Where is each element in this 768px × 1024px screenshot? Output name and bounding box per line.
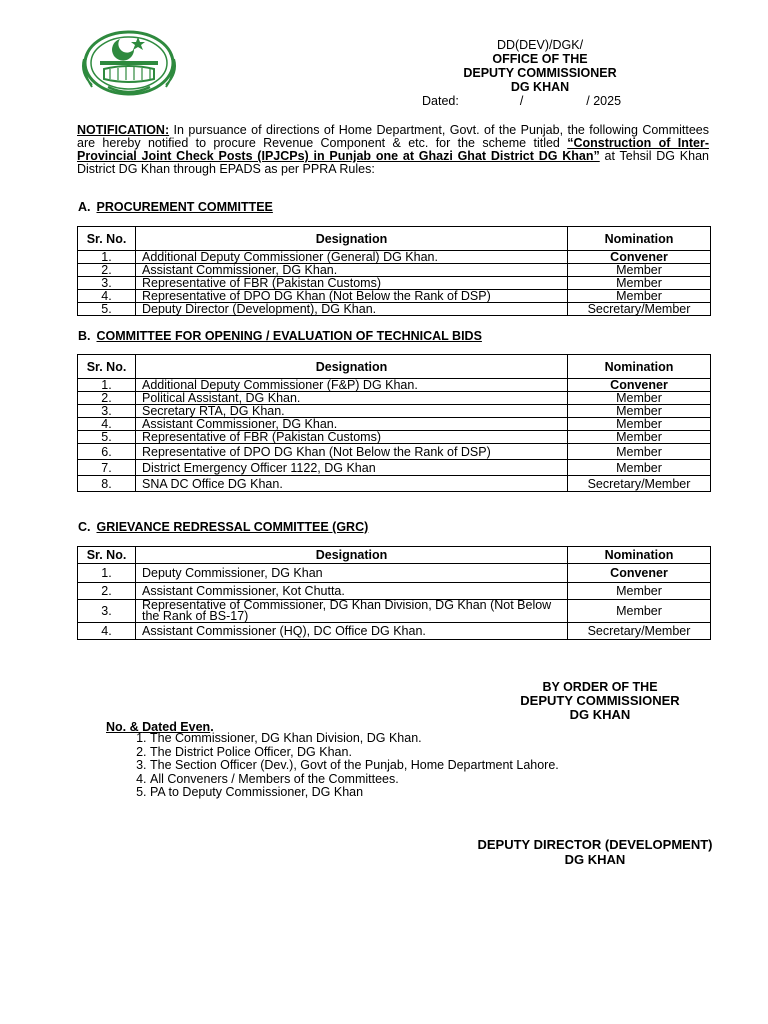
cell-nomination: Member	[568, 418, 711, 431]
section-title: GRIEVANCE REDRESSAL COMMITTEE (GRC)	[96, 520, 369, 534]
cell-sr: 2.	[78, 264, 136, 277]
table-row	[78, 564, 711, 583]
table-row	[78, 623, 711, 640]
notification-label: NOTIFICATION:	[77, 123, 170, 137]
cell-sr: 1.	[78, 379, 136, 392]
scheme-title: “Construction of Inter-Provincial Joint Check Posts (IPJCPs) in Punjab one at Ghazi Ghat District DG Khan”	[77, 136, 710, 163]
column-header-nomination: Nomination	[568, 227, 711, 251]
signatory-block	[450, 837, 740, 867]
table-row	[78, 444, 711, 460]
table-row	[78, 392, 711, 405]
table-row	[78, 583, 711, 600]
cell-nomination: Secretary/Member	[568, 303, 711, 316]
section-title: PROCUREMENT COMMITTEE	[96, 200, 273, 214]
cell-nomination: Member	[568, 583, 711, 600]
cell-sr: 5.	[78, 431, 136, 444]
cell-nomination: Convener	[568, 251, 711, 264]
list-item: 5. PA to Deputy Commissioner, DG Khan	[150, 786, 559, 800]
cell-designation: Assistant Commissioner (HQ), DC Office DG Khan.	[136, 623, 568, 640]
cell-nomination: Member	[568, 405, 711, 418]
column-header-sr: Sr. No.	[78, 227, 136, 251]
table-header-row	[78, 227, 711, 251]
dated-line	[420, 94, 660, 108]
cell-nomination: Secretary/Member	[568, 623, 711, 640]
list-item: 4. All Conveners / Members of the Committees.	[150, 773, 559, 787]
by-order-line-2: DEPUTY COMMISSIONER	[520, 693, 680, 708]
cell-sr: 4.	[78, 290, 136, 303]
table-row	[78, 264, 711, 277]
cell-designation: Representative of FBR (Pakistan Customs)	[136, 277, 568, 290]
notification-paragraph	[77, 124, 709, 176]
list-item: 2. The District Police Officer, DG Khan.	[150, 746, 559, 760]
column-header-sr: Sr. No.	[78, 547, 136, 564]
column-header-designation: Designation	[136, 355, 568, 379]
section-title: COMMITTEE FOR OPENING / EVALUATION OF TECHNICAL BIDS	[96, 329, 482, 343]
dated-separator-1: /	[519, 94, 524, 108]
by-order-block	[495, 680, 705, 722]
table-row	[78, 290, 711, 303]
column-header-nomination: Nomination	[568, 547, 711, 564]
evaluation-committee-table	[77, 354, 711, 492]
cell-designation: Assistant Commissioner, DG Khan.	[136, 264, 568, 277]
dated-separator-2: / 2025	[586, 94, 622, 108]
notification-text-after: at Tehsil DG Khan District DG Khan through EPADS as per PPRA Rules:	[77, 149, 709, 176]
cell-nomination: Member	[568, 460, 711, 476]
cell-designation: Deputy Director (Development), DG Khan.	[136, 303, 568, 316]
table-row	[78, 600, 711, 623]
copy-to-list	[110, 732, 559, 800]
by-order-line-1: BY ORDER OF THE	[542, 680, 658, 694]
signatory-line-1: DEPUTY DIRECTOR (DEVELOPMENT)	[477, 837, 713, 852]
cell-designation: Representative of Commissioner, DG Khan Division, DG Khan (Not Below the Rank of BS-17)	[136, 600, 568, 623]
table-header-row	[78, 547, 711, 564]
reference-number: DD(DEV)/DGK/	[496, 38, 584, 52]
section-heading-c	[78, 520, 368, 534]
cell-nomination: Convener	[568, 564, 711, 583]
office-header	[420, 38, 660, 108]
section-heading-b	[78, 329, 482, 343]
cell-sr: 3.	[78, 405, 136, 418]
cell-sr: 2.	[78, 392, 136, 405]
cell-designation: Deputy Commissioner, DG Khan	[136, 564, 568, 583]
cell-nomination: Secretary/Member	[568, 476, 711, 492]
list-item: 3. The Section Officer (Dev.), Govt of the Punjab, Home Department Lahore.	[150, 759, 559, 773]
cell-designation: Representative of DPO DG Khan (Not Below the Rank of DSP)	[136, 444, 568, 460]
section-heading-a	[78, 200, 273, 214]
section-letter: B.	[78, 329, 91, 343]
table-row	[78, 418, 711, 431]
list-item: 1. The Commissioner, DG Khan Division, DG Khan.	[150, 732, 559, 746]
column-header-designation: Designation	[136, 547, 568, 564]
cell-sr: 3.	[78, 600, 136, 623]
cell-designation: Additional Deputy Commissioner (F&P) DG Khan.	[136, 379, 568, 392]
cell-nomination: Member	[568, 277, 711, 290]
cell-nomination: Member	[568, 264, 711, 277]
cell-sr: 8.	[78, 476, 136, 492]
no-dated-label: Dated Even	[142, 720, 211, 734]
table-row	[78, 379, 711, 392]
procurement-committee-table	[77, 226, 711, 316]
cell-sr: 4.	[78, 623, 136, 640]
table-row	[78, 251, 711, 264]
cell-sr: 3.	[78, 277, 136, 290]
no-dated-prefix: No. &	[106, 720, 143, 734]
cell-designation: Political Assistant, DG Khan.	[136, 392, 568, 405]
punjab-emblem-logo	[78, 25, 180, 97]
cell-sr: 7.	[78, 460, 136, 476]
cell-designation: Secretary RTA, DG Khan.	[136, 405, 568, 418]
cell-designation: Assistant Commissioner, DG Khan.	[136, 418, 568, 431]
column-header-designation: Designation	[136, 227, 568, 251]
by-order-line-3: DG KHAN	[569, 707, 631, 722]
grievance-committee-table	[77, 546, 711, 640]
table-header-row	[78, 355, 711, 379]
table-row	[78, 303, 711, 316]
table-row	[78, 460, 711, 476]
cell-nomination: Convener	[568, 379, 711, 392]
cell-nomination: Member	[568, 444, 711, 460]
office-line-1: OFFICE OF THE	[492, 52, 588, 66]
cell-designation: Assistant Commissioner, Kot Chutta.	[136, 583, 568, 600]
cell-designation: Additional Deputy Commissioner (General) DG Khan.	[136, 251, 568, 264]
cell-sr: 1.	[78, 251, 136, 264]
table-row	[78, 277, 711, 290]
cell-nomination: Member	[568, 290, 711, 303]
cell-designation: District Emergency Officer 1122, DG Khan	[136, 460, 568, 476]
table-row	[78, 405, 711, 418]
section-letter: A.	[78, 200, 91, 214]
cell-nomination: Member	[568, 392, 711, 405]
cell-sr: 4.	[78, 418, 136, 431]
column-header-nomination: Nomination	[568, 355, 711, 379]
cell-sr: 1.	[78, 564, 136, 583]
dated-label: Dated:	[422, 94, 459, 108]
table-row	[78, 431, 711, 444]
cell-nomination: Member	[568, 431, 711, 444]
cell-designation: SNA DC Office DG Khan.	[136, 476, 568, 492]
cell-designation: Representative of DPO DG Khan (Not Below the Rank of DSP)	[136, 290, 568, 303]
no-dated-suffix: .	[210, 720, 214, 734]
column-header-sr: Sr. No.	[78, 355, 136, 379]
table-row	[78, 476, 711, 492]
cell-designation: Representative of FBR (Pakistan Customs)	[136, 431, 568, 444]
office-line-2: DEPUTY COMMISSIONER	[463, 66, 617, 80]
cell-nomination: Member	[568, 600, 711, 623]
signatory-line-2: DG KHAN	[564, 852, 626, 867]
cell-sr: 5.	[78, 303, 136, 316]
notification-text-before: In pursuance of directions of Home Department, Govt. of the Punjab, the following Committees are hereby notified to procure Revenue Component & etc. for the scheme titled	[77, 123, 709, 150]
cell-sr: 6.	[78, 444, 136, 460]
cell-sr: 2.	[78, 583, 136, 600]
section-letter: C.	[78, 520, 91, 534]
office-line-3: DG KHAN	[510, 80, 570, 94]
